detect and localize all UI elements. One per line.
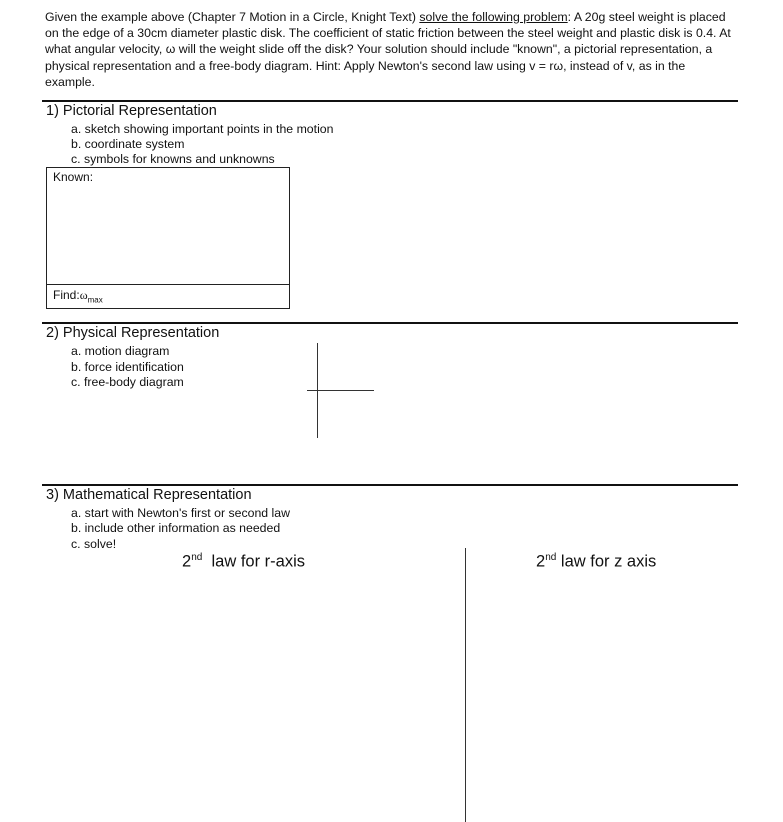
problem-body: : A 20g steel weight is placed on the edge of a 30cm diameter plastic disk. The coefficient of static friction between the steel weight and plastic disk is 0.4. At what angular velocity, ω will the weight slide off the disk? Your solution should include "known", a pictorial representation, a physical representation and a free-body diagram. Hint: Apply Newton's second law using v = rω, instead of v, as in the example. bbox=[45, 10, 731, 89]
section-divider bbox=[42, 100, 738, 102]
find-label bbox=[53, 288, 103, 304]
section-1-item: a. sketch showing important points in the motion bbox=[71, 122, 334, 136]
problem-statement bbox=[45, 9, 735, 90]
law-text: law for z axis bbox=[556, 552, 657, 571]
r-axis-law-heading bbox=[182, 552, 305, 572]
section-3-item: a. start with Newton's first or second law bbox=[71, 506, 290, 520]
law-sup: nd bbox=[191, 552, 203, 563]
law-num: 2 bbox=[536, 552, 546, 571]
find-row[interactable] bbox=[47, 284, 289, 309]
z-axis-law-heading bbox=[536, 552, 656, 572]
section-3-title: 3) Mathematical Representation bbox=[46, 487, 252, 503]
section-2-item: a. motion diagram bbox=[71, 344, 170, 358]
section-divider bbox=[42, 322, 738, 324]
find-text: Find: bbox=[53, 288, 80, 302]
fbd-horizontal-axis bbox=[307, 390, 374, 391]
find-subscript: max bbox=[87, 295, 103, 305]
section-3-item: c. solve! bbox=[71, 537, 117, 551]
section-2-item: b. force identification bbox=[71, 360, 184, 374]
section-1-item: c. symbols for knowns and unknowns bbox=[71, 152, 275, 166]
problem-intro: Given the example above (Chapter 7 Motion in a Circle, Knight Text) bbox=[45, 10, 420, 24]
problem-underlined: solve the following problem bbox=[419, 10, 568, 24]
known-find-box[interactable] bbox=[46, 167, 290, 309]
section-2-item: c. free-body diagram bbox=[71, 375, 184, 389]
omega-symbol: ω bbox=[79, 288, 88, 302]
law-sup: nd bbox=[545, 552, 557, 563]
section-3-item: b. include other information as needed bbox=[71, 521, 281, 535]
law-num: 2 bbox=[182, 552, 192, 571]
known-label: Known: bbox=[53, 170, 94, 184]
law-text: law for r-axis bbox=[202, 552, 305, 571]
section-2-title: 2) Physical Representation bbox=[46, 325, 220, 341]
section-1-item: b. coordinate system bbox=[71, 137, 185, 151]
section-1-title: 1) Pictorial Representation bbox=[46, 103, 217, 119]
column-divider bbox=[465, 548, 466, 822]
section-divider bbox=[42, 484, 738, 486]
